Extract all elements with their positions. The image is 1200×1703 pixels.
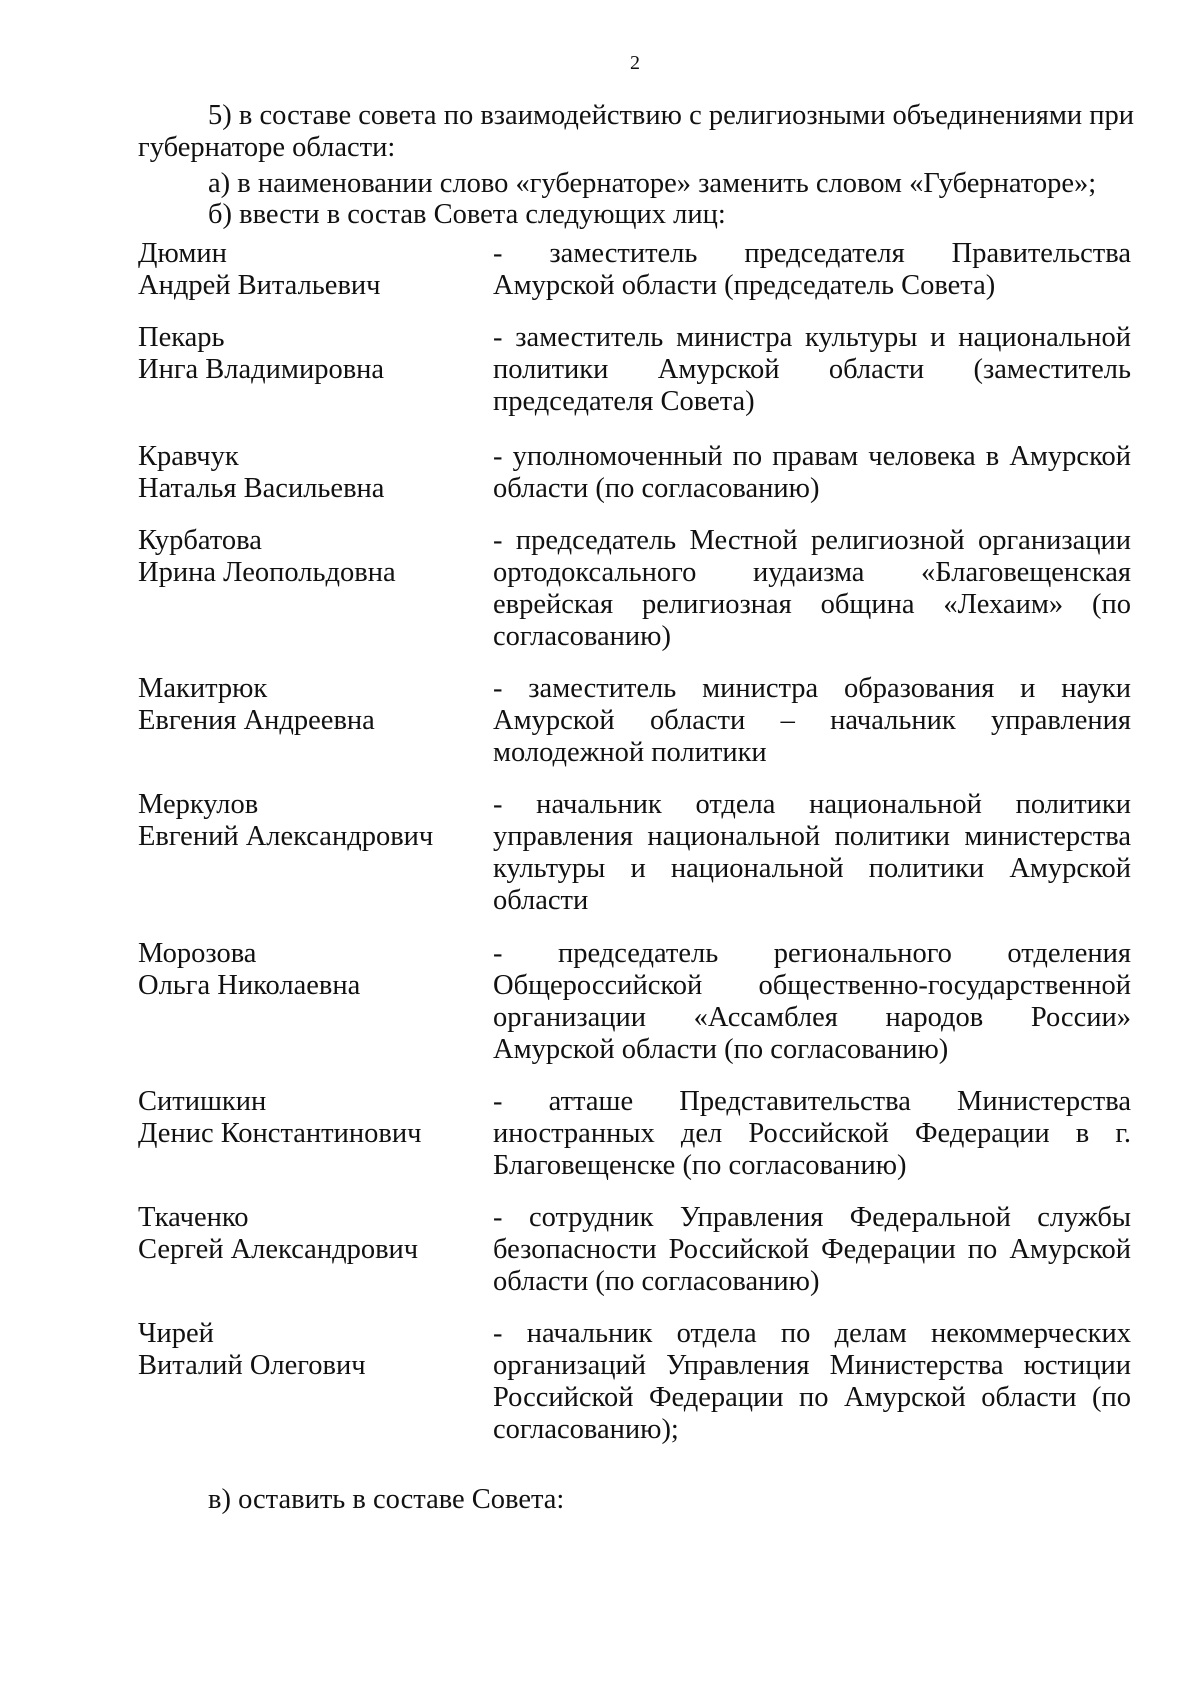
member-surname: Ткаченко [138,1202,249,1233]
member-entry [138,673,1134,769]
member-role: - заместитель председателя Правительства Амурской области (председатель Совета) [493,238,1131,301]
member-role: - заместитель министра образования и науки Амурской области – начальник управления молодежной политики [493,673,1131,768]
member-surname: Морозова [138,938,257,969]
member-entry [138,238,1134,302]
member-name [138,441,493,505]
member-entry [138,322,1134,418]
member-role: - начальник отдела национальной политики управления национальной политики министерства культуры и национальной политики Амурской области [493,789,1131,916]
member-role: - заместитель министра культуры и национальной политики Амурской области (заместитель председателя Совета) [493,322,1131,417]
member-surname: Дюмин [138,238,227,269]
member-surname: Макитрюк [138,673,268,704]
member-entry [138,525,1134,653]
member-surname: Ситишкин [138,1086,267,1117]
member-name [138,1202,493,1298]
member-given-names: Андрей Витальевич [138,270,381,301]
member-given-names: Наталья Васильевна [138,473,385,504]
member-role: - уполномоченный по правам человека в Амурской области (по согласованию) [493,441,1131,504]
member-name [138,1318,493,1446]
member-given-names: Инга Владимировна [138,354,385,385]
member-name [138,673,493,769]
member-surname: Пекарь [138,322,225,353]
paragraph-item-v: в) оставить в составе Совета: [208,1484,565,1515]
paragraph-item-5: 5) в составе совета по взаимодействию с религиозными объединениями при губернаторе области: [138,100,1134,163]
member-role: - атташе Представительства Министерства иностранных дел Российской Федерации в г. Благовещенске (по согласованию) [493,1086,1131,1181]
member-name [138,322,493,418]
member-entry [138,938,1134,1066]
member-name [138,525,493,653]
paragraph-item-b: б) ввести в состав Совета следующих лиц: [208,199,726,230]
page-number: 2 [630,52,640,74]
member-role: - начальник отдела по делам некоммерческих организаций Управления Министерства юстиции Российской Федерации по Амурской области (по согласованию); [493,1318,1131,1445]
member-name [138,789,493,917]
member-surname: Чирей [138,1318,214,1349]
member-name [138,1086,493,1182]
council-members-list [138,238,1134,1446]
member-surname: Меркулов [138,789,259,820]
member-name [138,938,493,1066]
member-entry [138,441,1134,505]
paragraph-item-a: а) в наименовании слово «губернаторе» заменить словом «Губернаторе»; [208,168,1097,199]
member-surname: Курбатова [138,525,262,556]
member-entry [138,1318,1134,1446]
member-given-names: Евгения Андреевна [138,705,375,736]
member-surname: Кравчук [138,441,239,472]
member-role: - председатель Местной религиозной организации ортодоксального иудаизма «Благовещенская еврейская религиозная община «Лехаим» (по согласованию) [493,525,1131,652]
member-entry [138,1202,1134,1298]
member-given-names: Денис Константинович [138,1118,422,1149]
member-entry [138,1086,1134,1182]
member-role: - председатель регионального отделения Общероссийской общественно-государственной организации «Ассамблея народов России» Амурской области (по согласованию) [493,938,1131,1065]
member-given-names: Виталий Олегович [138,1350,366,1381]
member-given-names: Ольга Николаевна [138,970,361,1001]
member-entry [138,789,1134,917]
member-given-names: Ирина Леопольдовна [138,557,396,588]
member-given-names: Сергей Александрович [138,1234,419,1265]
member-name [138,238,493,302]
member-role: - сотрудник Управления Федеральной службы безопасности Российской Федерации по Амурской области (по согласованию) [493,1202,1131,1297]
member-given-names: Евгений Александрович [138,821,434,852]
